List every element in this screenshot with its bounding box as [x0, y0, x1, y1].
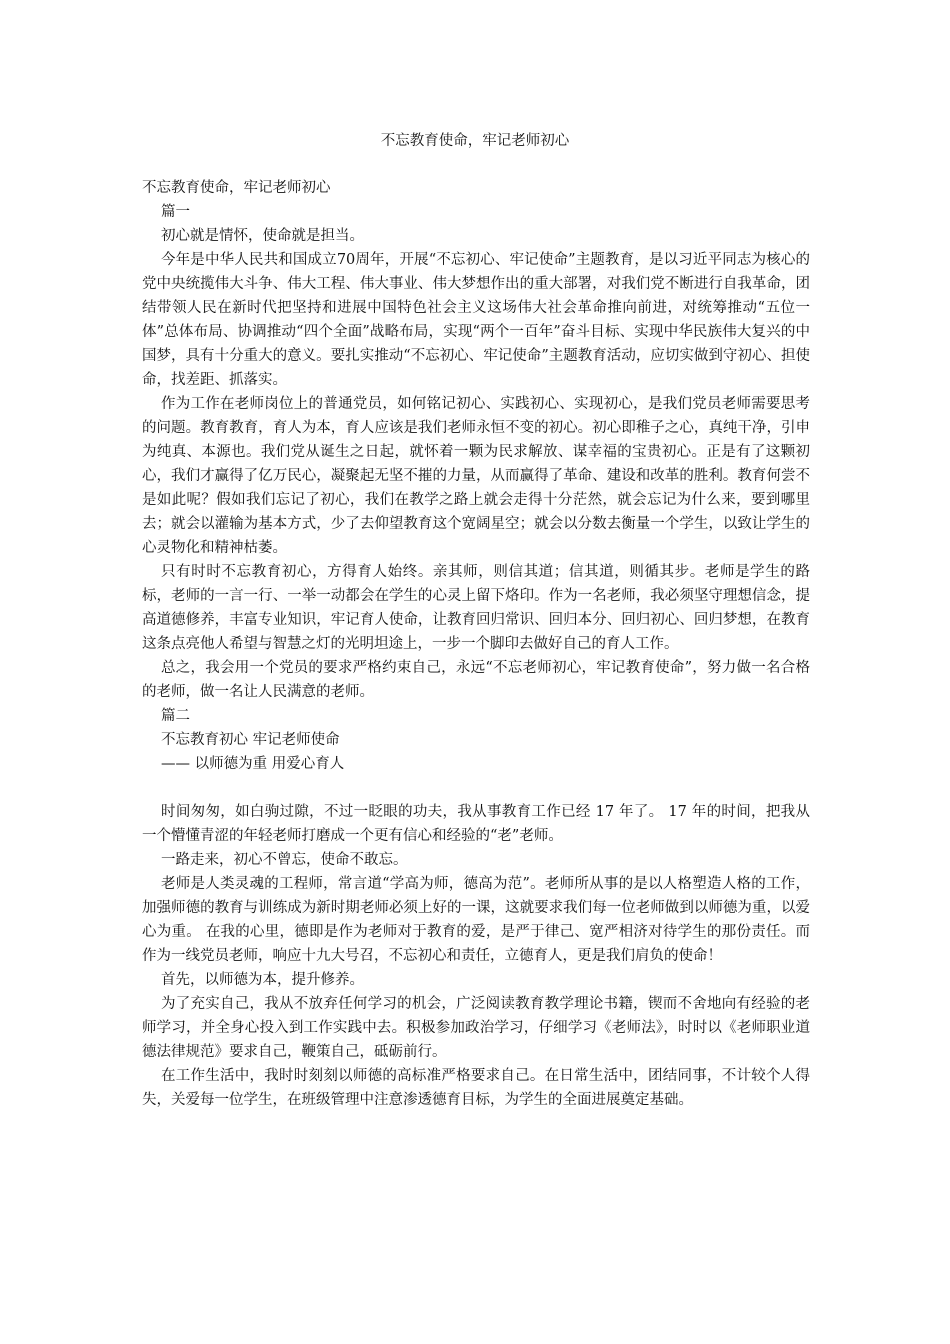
- section-heading-2: 篇二: [161, 708, 190, 724]
- paragraph: 只有时时不忘教育初心，方得育人始终。亲其师，则信其道；信其道，则循其步。老师是学生的路标，老师的一言一行、一举一动都会在学生的心灵上留下烙印。作为一名老师，我必须坚守理想信念，提高道德修养，丰富专业知识，牢记育人使命，让教育回归常识、回归本分、回归初心、回归梦想，在教育这条点亮他人希望与智慧之灯的光明坦途上，一步一个脚印去做好自己的育人工作。: [142, 564, 810, 652]
- subtitle: 不忘教育初心 牢记老师使命: [161, 732, 340, 748]
- paragraph: 一路走来，初心不曾忘，使命不敢忘。: [161, 852, 408, 868]
- document-title: 不忘教育使命，牢记老师初心: [380, 133, 570, 149]
- section-heading-1: 篇一: [161, 204, 190, 220]
- paragraph: 在工作生活中，我时时刻刻以师德的高标准严格要求自己。在日常生活中，团结同事，不计较个人得失，关爱每一位学生，在班级管理中注意渗透德育目标，为学生的全面进展奠定基础。: [142, 1068, 810, 1108]
- paragraph: 为了充实自己，我从不放弃任何学习的机会，广泛阅读教育教学理论书籍，锲而不舍地向有经验的老师学习，并全身心投入到工作实践中去。积极参加政治学习，仔细学习《老师法》，时时以《老师职业道德法律规范》要求自己，鞭策自己，砥砺前行。: [142, 996, 810, 1060]
- paragraph: 初心就是情怀，使命就是担当。: [161, 228, 364, 244]
- paragraph: 作为工作在老师岗位上的普通党员，如何铭记初心、实践初心、实现初心，是我们党员老师需要思考的问题。教育教育，育人为本，育人应该是我们老师永恒不变的初心。初心即稚子之心，真纯干净，引申为纯真、本源也。我们党从诞生之日起，就怀着一颗为民求解放、谋幸福的宝贵初心。正是有了这颗初心，我们才赢得了亿万民心，凝聚起无坚不摧的力量，从而赢得了革命、建设和改革的胜利。教育何尝不是如此呢？假如我们忘记了初心，我们在教学之路上就会走得十分茫然，就会忘记为什么来，要到哪里去；就会以灌输为基本方式，少了去仰望教育这个宽阔星空；就会以分数去衡量一个学生，以致让学生的心灵物化和精神枯萎。: [142, 396, 810, 556]
- paragraph: 总之，我会用一个党员的要求严格约束自己，永远“不忘老师初心，牢记教育使命”，努力做一名合格的老师，做一名让人民满意的老师。: [142, 660, 810, 700]
- blank-line: [142, 776, 810, 800]
- paragraph: 今年是中华人民共和国成立70周年，开展“不忘初心、牢记使命”主题教育，是以习近平同志为核心的党中央统揽伟大斗争、伟大工程、伟大事业、伟大梦想作出的重大部署，对我们党不断进行自我革命，团结带领人民在新时代把坚持和进展中国特色社会主义这场伟大社会革命推向前进，对统筹推动“五位一体”总体布局、协调推动“四个全面”战略布局，实现“两个一百年”奋斗目标、实现中华民族伟大复兴的中国梦，具有十分重大的意义。要扎实推动“不忘初心、牢记使命”主题教育活动，应切实做到守初心、担使命，找差距、抓落实。: [142, 252, 810, 388]
- subtitle: —— 以师德为重 用爱心育人: [161, 756, 345, 772]
- paragraph: 时间匆匆，如白驹过隙，不过一眨眼的功夫，我从事教育工作已经 17 年了。 17 年的时间，把我从一个懵懂青涩的年轻老师打磨成一个更有信心和经验的“老”老师。: [142, 804, 810, 844]
- paragraph: 老师是人类灵魂的工程师，常言道“学高为师，德高为范”。老师所从事的是以人格塑造人格的工作，加强师德的教育与训练成为新时期老师必须上好的一课，这就要求我们每一位老师做到以师德为重，以爱心为重。 在我的心里，德即是作为老师对于教育的爱，是严于律己、宽严相济对待学生的那份责任。而作为一线党员老师，响应十九大号召，不忘初心和责任，立德育人，更是我们肩负的使命！: [142, 876, 810, 964]
- paragraph: 首先，以师德为本，提升修养。: [161, 972, 364, 988]
- paragraph: 不忘教育使命，牢记老师初心: [142, 180, 331, 196]
- document-body: [142, 176, 810, 1112]
